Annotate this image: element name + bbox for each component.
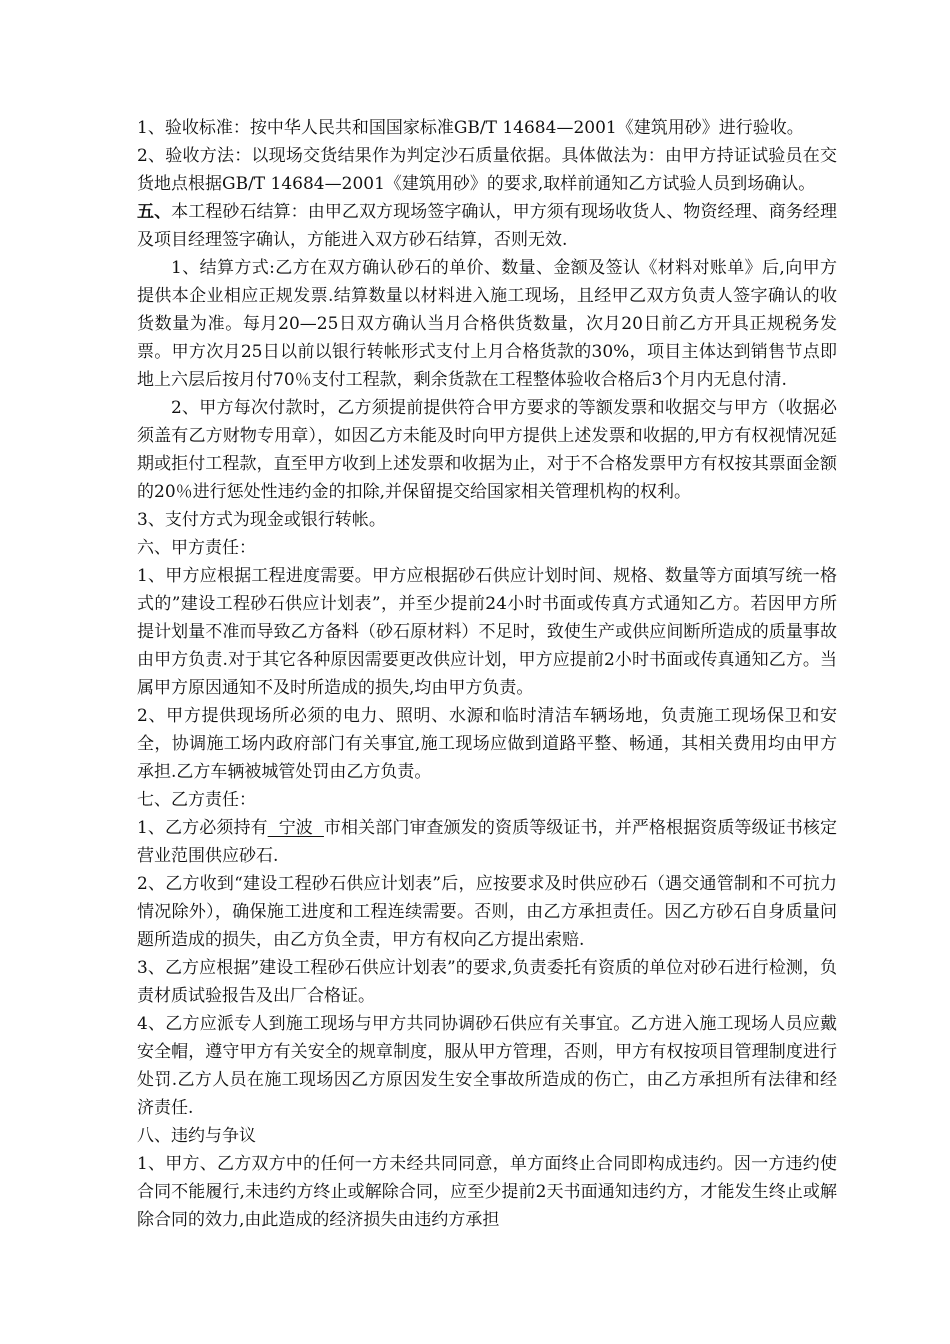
- clause-party-b-supply: 2、乙方收到“建设工程砂石供应计划表”后，应按要求及时供应砂石（遇交通管制和不可抗力情况除外），确保施工进度和工程连续需要。否则，由乙方承担责任。因乙方砂石自身质量问题所造成的损失，由乙方负全责，甲方有权向乙方提出索赔.: [137, 874, 837, 950]
- clause-party-a-site: 2、甲方提供现场所必须的电力、照明、水源和临时清洁车辆场地，负责施工现场保卫和安全，协调施工场内政府部门有关事宜,施工现场应做到道路平整、畅通，其相关费用均由甲方承担.乙方车辆被城管处罚由乙方负责。: [137, 706, 837, 782]
- clause-payment-type: 3、支付方式为现金或银行转帐。: [137, 510, 386, 530]
- section-5-number: 五、: [137, 202, 172, 222]
- section-6-title: 六、甲方责任：: [137, 538, 256, 558]
- qualification-text-post: 市相关部门审查颁发的资质等级证书，并严格根据资质等级证书核定营业范围供应砂石.: [137, 818, 837, 866]
- city-fill-in: 宁波: [267, 818, 324, 838]
- clause-party-a-schedule: 1、甲方应根据工程进度需要。甲方应根据砂石供应计划时间、规格、数量等方面填写统一格式的”建设工程砂石供应计划表”，并至少提前24小时书面或传真方式通知乙方。若因甲方所提计划量不准而导致乙方备料（砂石原材料）不足时，致使生产或供应间断所造成的质量事故由甲方负责.对于其它各种原因需要更改供应计划，甲方应提前2小时书面或传真通知乙方。当属甲方原因通知不及时所造成的损失,均由甲方负责。: [137, 566, 837, 698]
- section-5-text: 本工程砂石结算：由甲乙双方现场签字确认，甲方须有现场收货人、物资经理、商务经理及项目经理签字确认，方能进入双方砂石结算，否则无效.: [137, 202, 838, 250]
- clause-party-b-safety: 4、乙方应派专人到施工现场与甲方共同协调砂石供应有关事宜。乙方进入施工现场人员应戴安全帽，遵守甲方有关安全的规章制度，服从甲方管理，否则，甲方有权按项目管理制度进行处罚.乙方人员在施工现场因乙方原因发生安全事故所造成的伤亡，由乙方承担所有法律和经济责任.: [137, 1014, 837, 1118]
- clause-acceptance-standard: 1、验收标准：按中华人民共和国国家标准GB/T 14684—2001《建筑用砂》进行验收。: [137, 118, 804, 138]
- clause-party-b-testing: 3、乙方应根据”建设工程砂石供应计划表”的要求,负责委托有资质的单位对砂石进行检测，负责材质试验报告及出厂合格证。: [137, 958, 837, 1006]
- qualification-text-pre: 1、乙方必须持有: [137, 818, 268, 838]
- clause-payment-invoice: 2、甲方每次付款时，乙方须提前提供符合甲方要求的等额发票和收据交与甲方（收据必须盖有乙方财物专用章），如因乙方未能及时向甲方提供上述发票和收据的,甲方有权视情况延期或拒付工程款，直至甲方收到上述发票和收据为止，对于不合格发票甲方有权按其票面金额的20％进行惩处性违约金的扣除,并保留提交给国家相关管理机构的权利。: [137, 398, 837, 502]
- clause-party-b-qualification: [137, 814, 837, 870]
- clause-settlement-method: 1、结算方式:乙方在双方确认砂石的单价、数量、金额及签认《材料对账单》后,向甲方提供本企业相应正规发票.结算数量以材料进入施工现场，且经甲乙双方负责人签字确认的收货数量为准。每月20—25日双方确认当月合格供货数量，次月20日前乙方开具正规税务发票。甲方次月25日以前以银行转帐形式支付上月合格货款的30%，项目主体达到销售节点即地上六层后按月付70％支付工程款，剩余货款在工程整体验收合格后3个月内无息付清.: [137, 258, 837, 390]
- clause-acceptance-method: 2、验收方法：以现场交货结果作为判定沙石质量依据。具体做法为：由甲方持证试验员在交货地点根据GB/T 14684—2001《建筑用砂》的要求,取样前通知乙方试验人员到场确认。: [137, 146, 837, 194]
- section-8-title: 八、违约与争议: [137, 1126, 256, 1146]
- section-7-title: 七、乙方责任：: [137, 790, 256, 810]
- section-5-settlement: [137, 198, 837, 254]
- document-body: [137, 114, 837, 1234]
- clause-breach: 1、甲方、乙方双方中的任何一方未经共同同意，单方面终止合同即构成违约。因一方违约使合同不能履行,未违约方终止或解除合同，应至少提前2天书面通知违约方，才能发生终止或解除合同的效力,由此造成的经济损失由违约方承担: [137, 1154, 837, 1230]
